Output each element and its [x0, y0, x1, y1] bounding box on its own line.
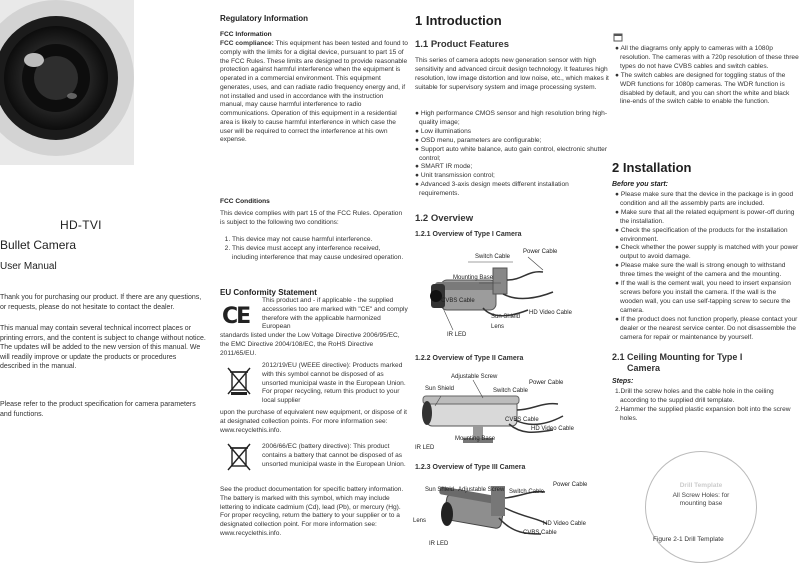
- type3-camera-diagram: [413, 478, 609, 566]
- drill-template-title: Drill Template: [679, 482, 723, 489]
- fcc-condition-item: 2. This device must accept any interference received, including interference that may cause undesired operation.: [232, 245, 408, 263]
- type1-camera-drawing: [413, 240, 609, 345]
- feature-item: ● High performance CMOS sensor and high resolution bring high-quality image;: [415, 110, 608, 126]
- fcc-compliance-label: FCC compliance:: [220, 40, 274, 47]
- ceiling-mount-heading-line2: Camera: [627, 363, 661, 373]
- product-line: HD-TVI: [60, 218, 102, 232]
- product-name: Bullet Camera: [0, 238, 77, 252]
- fcc-compliance-text: [220, 40, 408, 145]
- label-switch-cable: Switch Cable: [475, 254, 511, 260]
- label-sun-shield: Sun Shield: [425, 386, 455, 392]
- note-item: ● The switch cables are designed for toggling status of the WDR functions for 1080p cameras. The WDR function is disabled by default, and you can short the white and black line-ends of the switch cable to enable the function.: [615, 71, 790, 106]
- label-power-cable: Power Cable: [523, 249, 558, 255]
- spec-reference-text: Please refer to the product specification for camera parameters and functions.: [0, 401, 196, 418]
- feature-item: ● SMART IR mode;: [415, 163, 473, 171]
- battery-text-part-a: 2006/66/EC (battery directive): This product contains a battery that cannot be disposed of as unsorted municipal waste in the European Union.: [262, 443, 406, 468]
- label-switch-cable: Switch Cable: [509, 489, 545, 495]
- label-cvbs-cable: CVBS Cable: [505, 417, 539, 423]
- label-cvbs-cable: CVBS Cable: [441, 298, 475, 304]
- type1-camera-diagram: [413, 240, 609, 345]
- weee-bin-icon: [226, 366, 252, 396]
- label-power-cable: Power Cable: [529, 380, 564, 386]
- feature-item: ● Support auto white balance, auto gain control, electronic shutter control;: [415, 145, 608, 162]
- feature-item: ● Unit transmission control;: [415, 172, 495, 180]
- installation-column: [609, 0, 802, 567]
- label-mounting-base: Mounting Base: [455, 436, 496, 442]
- ceiling-mount-heading-line1: 2.1 Ceiling Mounting for Type I: [612, 352, 743, 362]
- fcc-compliance-body: This equipment has been tested and found to comply with the limits for a digital device, pursuant to part 15 of the FCC Rules. These limits are designed to provide reasonable protection against harmful interference when the equipment is operated in a commercial environment. This equipment generates, uses, and can radiate radio frequency energy and, if not installed and used in accordance with the instruction manual, may cause harmful interference to radio communications. Operation of this equipment in a residential area is likely to cause harmful interference in which case the user will be required to correct the interference at his own expense.: [220, 40, 408, 144]
- drill-template-circle: [645, 451, 757, 563]
- installation-title: 2 Installation: [612, 160, 692, 175]
- overview-heading: 1.2 Overview: [415, 213, 474, 224]
- drill-template-text: All Screw Holes: for mounting base: [672, 492, 730, 507]
- label-sun-shield: Sun Shield: [491, 314, 521, 320]
- cover-column: [0, 0, 208, 567]
- type1-heading: 1.2.1 Overview of Type I Camera: [415, 231, 522, 238]
- label-adjustable-screw: Adjustable Screw: [451, 374, 498, 380]
- disclaimer-text: This manual may contain several technical incorrect places or printing errors, and the content is subject to change without notice. The updates will be added to the new version of this manual. We will readily improve or update the products or procedures described in the manual.: [0, 325, 206, 371]
- label-power-cable: Power Cable: [553, 482, 588, 488]
- type2-camera-diagram: [413, 370, 609, 458]
- figure-caption: Figure 2-1 Drill Template: [653, 536, 724, 543]
- type2-camera-drawing: [413, 370, 609, 458]
- label-sun-shield: Sun Shield: [425, 487, 455, 493]
- fcc-conditions-intro: This device complies with part 15 of the FCC Rules. Operation is subject to the following two conditions:: [220, 210, 403, 226]
- before-you-start-label: Before you start:: [612, 181, 669, 188]
- type2-heading: 1.2.2 Overview of Type II Camera: [415, 355, 524, 362]
- note-item: ● All the diagrams only apply to cameras with a 1080p resolution. The cameras with a 720p resolution of these three types do not have CVBS cables and switch cables.: [615, 45, 799, 70]
- weee-text-part-a: 2012/19/EU (WEEE directive): Products marked with this symbol cannot be disposed of as unsorted municipal waste in the European Union. For proper recycling, return this product to your local supplier: [262, 362, 406, 404]
- label-ir-led: IR LED: [415, 445, 435, 451]
- introduction-column: [413, 0, 609, 567]
- regulatory-title: Regulatory Information: [220, 14, 309, 23]
- before-item: ● If the product does not function properly, please contact your dealer or the nearest service center. Do not disassemble the camera for repair or maintenance by yourself.: [615, 315, 798, 341]
- label-hd-video-cable: HD Video Cable: [529, 310, 572, 316]
- type3-heading: 1.2.3 Overview of Type III Camera: [415, 464, 526, 471]
- before-item: ● Check whether the power supply is matched with your power output to avoid damage.: [615, 244, 799, 261]
- fcc-conditions-heading: FCC Conditions: [220, 198, 270, 205]
- label-ir-led: IR LED: [447, 332, 467, 338]
- ce-mark-icon: CE: [222, 304, 250, 329]
- before-you-start-list: [615, 191, 801, 342]
- feature-item: ● Low illuminations: [415, 127, 472, 135]
- battery-text-part-b: See the product documentation for specific battery information. The battery is marked with this symbol, which may include lettering to indicate cadmium (Cd), lead (Pb), or mercury (Hg). For proper recycling, return the battery to your supplier or to a designated collection point. For more information see: www.recyclethis.info.: [220, 486, 404, 537]
- feature-item: ● Advanced 3-axis design meets different installation requirements.: [415, 181, 569, 198]
- label-adjustable-screw: Adjustable Screw: [458, 487, 505, 493]
- features-heading: 1.1 Product Features: [415, 39, 509, 50]
- label-lens: Lens: [491, 324, 505, 330]
- battery-bin-icon: [226, 442, 252, 472]
- intro-title: 1 Introduction: [415, 13, 502, 28]
- step-item: 2.Hammer the supplied plastic expansion bolt into the screw holes.: [615, 405, 791, 422]
- eu-text-part-b: standards listed under the Low Voltage Directive 2006/95/EC, the EMC Directive 2004/108/EC, the RoHS Directive 2011/65/EU.: [220, 332, 400, 357]
- eu-text-part-a: This product and - if applicable - the supplied accessories too are marked with "CE" and comply therefore with the applicable harmonized European: [262, 297, 408, 331]
- label-mounting-base: Mounting Base: [453, 275, 494, 281]
- label-lens: Lens: [413, 518, 427, 524]
- steps-label: Steps:: [612, 378, 634, 385]
- before-item: ● Please make sure the wall is strong enough to withstand three times the weight of the camera and the mounting.: [615, 262, 786, 279]
- thank-you-text: Thank you for purchasing our product. If there are any questions, or requests, please do not hesitate to contact the dealer.: [0, 294, 202, 311]
- regulatory-column: [214, 0, 410, 567]
- fcc-condition-item: 1. This device may not cause harmful interference.: [232, 236, 408, 245]
- weee-text-part-b: upon the purchase of equivalent new equipment, or dispose of it at designated collection points. For more information see: www.recyclethis.info.: [220, 409, 407, 434]
- note-icon: [613, 32, 623, 42]
- before-item: ● Please make sure that the device in the package is in good condition and all the assembly parts are included.: [615, 191, 794, 207]
- camera-lens-graphic: [0, 0, 134, 165]
- fcc-info-heading: FCC Information: [220, 31, 272, 38]
- label-hd-video-cable: HD Video Cable: [543, 521, 586, 527]
- steps-list: [615, 388, 801, 424]
- eu-conformity-heading: EU Conformity Statement: [220, 288, 317, 297]
- before-item: ● Make sure that all the related equipment is power-off during the installation.: [615, 208, 795, 225]
- notes-list: [615, 45, 801, 107]
- label-ir-led: IR LED: [429, 541, 449, 547]
- step-item: 1.Drill the screw holes and the cable hole in the ceiling according to the supplied drill template.: [615, 388, 774, 404]
- features-list: [415, 110, 609, 199]
- feature-item: ● OSD menu, parameters are configurable;: [415, 136, 542, 144]
- before-item: ● If the wall is the cement wall, you need to insert expansion screws before you install the camera. If the wall is the wooden wall, you can use self-tapping screw to secure the camera.: [615, 280, 791, 314]
- label-hd-video-cable: HD Video Cable: [531, 426, 574, 432]
- before-item: ● Check the specification of the products for the installation environment.: [615, 226, 788, 243]
- document-type: User Manual: [0, 261, 57, 272]
- features-text: This series of camera adopts new generation sensor with high sensitivity and advanced circuit design technology. It features high resolution, low image distortion and low noise, etc., which makes it suitable for supervisory system and image processing system.: [415, 57, 609, 91]
- fcc-conditions-list: [220, 236, 408, 262]
- label-switch-cable: Switch Cable: [493, 388, 529, 394]
- label-cvbs-cable: CVBS Cable: [523, 530, 557, 536]
